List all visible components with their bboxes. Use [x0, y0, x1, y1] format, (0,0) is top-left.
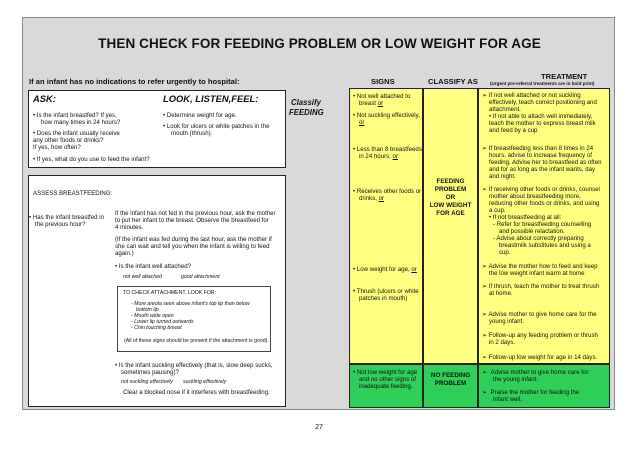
ask-q2c: If yes, how often? — [33, 144, 81, 151]
treat-7b: in 2 days. — [489, 339, 516, 346]
class-or: OR — [445, 194, 456, 201]
green-treat-2: ➢ Praise the mother for feeding the — [482, 389, 580, 396]
treatment-header: TREATMENT — [541, 72, 588, 81]
class-for-age: FOR AGE — [436, 210, 465, 217]
sign-3b: in 24 hours, or — [359, 153, 398, 160]
treat-3d: a cup. — [489, 207, 506, 214]
assess-p2b: she can wait and tell you when the infant is willing to feed — [115, 243, 270, 250]
treat-1c: attachment. — [489, 106, 521, 113]
treat-2: ➢ If breastfeeding less than 8 times in 24 — [482, 145, 594, 152]
green-treat-2b: infant well. — [493, 396, 522, 403]
clear-nose-note: Clear a blocked nose if it interferes with breastfeeding. — [123, 389, 270, 396]
treat-7: ➢ Follow-up any feeding problem or thrush — [482, 332, 598, 339]
sign-6b: patches in mouth) — [359, 295, 408, 302]
treat-3f: - Refer for breastfeeding counselling — [493, 221, 592, 228]
look-l2: • Look for ulcers or white patches in the — [163, 123, 270, 130]
good-attachment: good attachment — [181, 274, 220, 280]
green-treat-1: ➢ Advise mother to give home care for — [482, 369, 589, 376]
class-no-feeding: NO FEEDING — [430, 372, 471, 379]
treat-1d: • If not able to attach well immediately, — [489, 113, 593, 120]
ask-q2b: any other foods or drinks? — [33, 137, 104, 144]
signs-header: SIGNS — [371, 77, 395, 86]
suckling-question: • Is the infant suckling effectively (that is, slow deep sucks, — [115, 362, 273, 369]
ask-q1: • Is the infant breastfed? If yes, — [33, 112, 117, 119]
treat-4b: the low weight infant warm at home — [489, 270, 585, 277]
sign-4b: drinks, or — [359, 195, 385, 202]
treat-6b: young infant. — [489, 318, 524, 325]
treat-3e: • If not breastfeeding at all: — [489, 214, 562, 221]
sign-1b: breast or — [359, 100, 384, 107]
suckling-effectively: suckling effectively — [183, 379, 227, 385]
sign-2-or: or — [359, 119, 365, 126]
sign-5: • Low weight for age, or — [353, 266, 417, 273]
attached-question: • Is the infant well attached? — [115, 263, 191, 270]
look-l1: • Determine weight for age. — [163, 112, 237, 119]
check-heading: TO CHECK ATTACHMENT, LOOK FOR: — [123, 290, 217, 296]
assess-p2c: again.) — [115, 250, 134, 257]
assess-p2a: (If the infant was fed during the last hour, ask the mother if — [115, 236, 272, 243]
treatment-yellow-cell — [478, 88, 610, 364]
treat-1e: teach the mother to express breast milk — [489, 120, 596, 127]
class-green-problem: PROBLEM — [434, 380, 467, 387]
treatment-green-cell — [478, 364, 610, 408]
assess-p1b: to put her infant to the breast. Observe the breastfeed for — [115, 217, 269, 224]
ask-q1b: how many times in 24 hours? — [41, 119, 121, 126]
green-sign-c: inadequate feeding. — [359, 383, 413, 390]
ask-q2: • Does the infant usually receive — [33, 130, 120, 137]
subheader: If an infant has no indications to refer urgently to hospital: — [29, 77, 240, 86]
treat-1f: and feed by a cup — [489, 127, 538, 134]
class-feeding: FEEDING — [436, 178, 465, 185]
treat-4: ➢ Advise the mother how to feed and keep — [482, 263, 598, 270]
treat-3j: cup. — [499, 249, 511, 256]
classification-yellow — [424, 178, 477, 218]
classify-feeding-label: FEEDING — [289, 108, 324, 117]
treat-2c: feeding. Advise her to breastfeed as often — [489, 159, 602, 166]
assess-question-b: the previous hour? — [35, 221, 86, 228]
sign-2: • Not suckling effectively, — [353, 112, 420, 119]
sign-6: • Thrush (ulcers or white — [353, 288, 419, 295]
ask-heading: ASK: — [33, 93, 56, 104]
classify-as-header: CLASSIFY AS — [428, 77, 478, 86]
classification-green — [424, 372, 477, 388]
green-treat-1b: the young infant. — [493, 376, 539, 383]
signs-green-cell — [349, 364, 423, 408]
not-suckling-effectively: not suckling effectively — [121, 379, 173, 385]
treat-5: ➢ If thrush, teach the mother to treat thrush — [482, 283, 600, 290]
check-c1: - More areola seen above infant's top lip than below — [131, 301, 250, 307]
not-well-attached: not well attached — [123, 274, 162, 280]
sign-1: • Not well attached to — [353, 93, 411, 100]
assess-p1c: 4 minutes. — [115, 224, 144, 231]
green-sign: • Not low weight for age — [353, 369, 418, 376]
treat-3c: reducing other foods or drinks, and using — [489, 200, 600, 207]
treat-5b: at home. — [489, 290, 513, 297]
assess-breastfeeding-box — [28, 175, 286, 407]
assess-heading: ASSESS BREASTFEEDING: — [33, 190, 113, 197]
check-c1b: bottom lip — [136, 307, 159, 313]
page-frame — [22, 17, 615, 410]
look-heading: LOOK, LISTEN,FEEL: — [163, 93, 259, 104]
treat-3: ➢ If receiving other foods or drinks, counsel — [482, 186, 600, 193]
treat-6: ➢ Advise mother to give home care for the — [482, 311, 597, 318]
ask-q3: • If yes, what do you use to feed the infant? — [33, 156, 150, 163]
check-c4: - Chin touching breast — [131, 325, 182, 331]
check-attachment-box — [117, 286, 271, 352]
treat-2d: and for as long as the infant wants, day — [489, 166, 596, 173]
treat-3i: breastmilk substitutes and using a — [499, 242, 591, 249]
treat-1: ➢ If not well attached or not suckling — [482, 92, 581, 99]
treat-2b: hours, advise to increase frequency of — [489, 152, 592, 159]
assess-p1a: If the infant has not fed in the previous hour, ask the mother — [115, 210, 276, 217]
class-problem: PROBLEM — [434, 186, 467, 193]
treat-3b: mother about breastfeeding more, — [489, 193, 581, 200]
sign-4: • Receives other foods or — [353, 188, 422, 195]
assess-question: • Has the infant breastfed in — [29, 214, 104, 221]
check-c2: - Mouth wide open — [131, 313, 174, 319]
page-title: THEN CHECK FOR FEEDING PROBLEM OR LOW WEIGHT FOR AGE — [98, 36, 541, 51]
treat-1b: effectively, teach correct positioning and — [489, 99, 597, 106]
class-low-weight: LOW WEIGHT — [429, 202, 472, 209]
check-c5: (All of these signs should be present if the attachment is good). — [124, 338, 269, 344]
classify-yellow-cell — [423, 88, 478, 364]
treatment-note: (Urgent pre-referral treatments are in bold print) — [490, 81, 595, 86]
page-number: 27 — [315, 424, 323, 431]
suckling-question-b: sometimes pausing)? — [121, 369, 179, 376]
treat-3g: and possible relactation. — [499, 228, 565, 235]
sign-3: • Less than 8 breastfeeds — [353, 146, 422, 153]
ask-look-box — [28, 90, 286, 168]
treat-2e: and night. — [489, 173, 516, 180]
treat-8: ➢ Follow-up low weight for age in 14 days. — [482, 354, 598, 361]
look-l2b: mouth (thrush). — [171, 130, 213, 137]
check-c3: - Lower lip turned outwards — [131, 319, 194, 325]
treat-3h: - Advise about correctly preparing — [493, 235, 584, 242]
signs-yellow-cell — [349, 88, 423, 364]
classify-label: Classify — [291, 98, 321, 107]
classify-green-cell — [423, 364, 478, 408]
green-sign-b: and no other signs of — [359, 376, 416, 383]
